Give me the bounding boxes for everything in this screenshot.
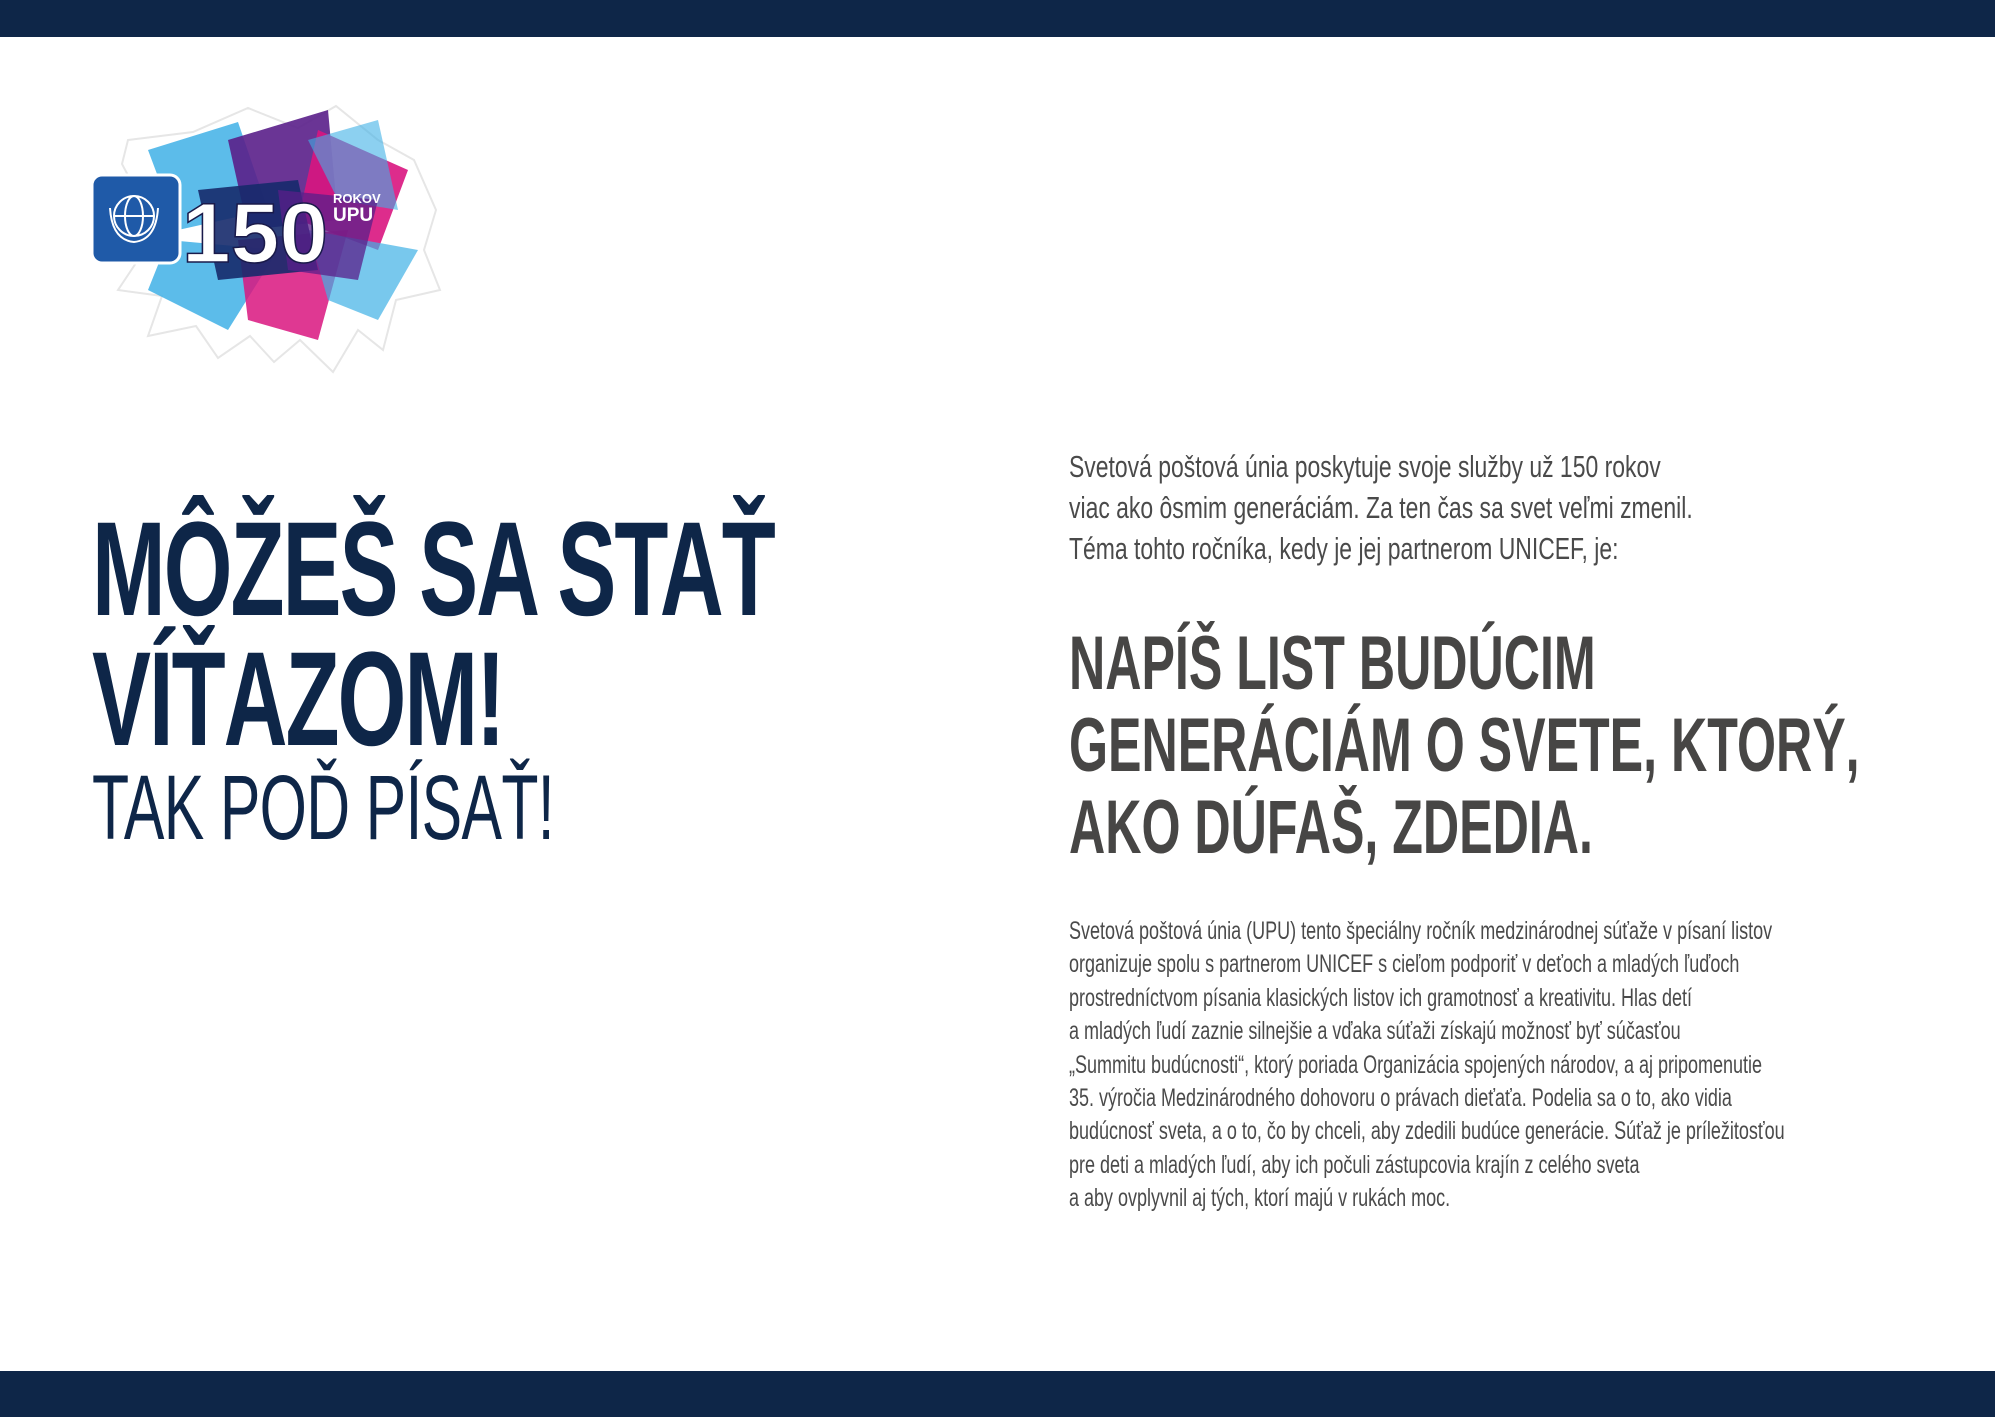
logo-number: 150 xyxy=(182,186,328,280)
top-band xyxy=(0,0,1995,37)
body-paragraph xyxy=(1069,915,1969,1216)
headline-line-2: VÍŤAZOM! xyxy=(92,625,504,774)
theme-quote xyxy=(1069,623,1969,869)
intro-line: viac ako ôsmim generáciám. Za ten čas sa svet veľmi zmenil. xyxy=(1069,490,1693,525)
quote-line: AKO DÚFAŠ, ZDEDIA. xyxy=(1069,785,1593,870)
body-line: budúcnosť sveta, a o to, čo by chceli, aby zdedili budúce generácie. Súťaž je príležitosťou xyxy=(1069,1117,1785,1146)
logo-caption-top: ROKOV xyxy=(333,191,381,206)
logo-caption-bottom: UPU xyxy=(333,205,374,226)
body-line: pre deti a mladých ľudí, aby ich počuli zástupcovia krajín z celého sveta xyxy=(1069,1150,1640,1179)
upu-emblem-square xyxy=(92,175,180,263)
body-line: „Summitu budúcnosti“, ktorý poriada Organizácia spojených národov, a aj pripomenutie xyxy=(1069,1050,1763,1079)
intro-line: Téma tohto ročníka, kedy je jej partnerom UNICEF, je: xyxy=(1069,531,1619,566)
body-line: Svetová poštová únia (UPU) tento špeciálny ročník medzinárodnej súťaže v písaní listov xyxy=(1069,917,1773,945)
intro-paragraph xyxy=(1069,446,1929,569)
intro-line: Svetová poštová únia poskytuje svoje služby už 150 rokov xyxy=(1069,449,1661,484)
upu-150-logo xyxy=(78,100,448,380)
body-line: 35. výročia Medzinárodného dohovoru o právach dieťaťa. Podelia sa o to, ako vidia xyxy=(1069,1084,1732,1113)
body-line: a aby ovplyvnil aj tých, ktorí majú v rukách moc. xyxy=(1069,1184,1451,1213)
body-line: a mladých ľudí zaznie silnejšie a vďaka súťaži získajú možnosť byť súčasťou xyxy=(1069,1017,1681,1046)
headline xyxy=(92,495,892,859)
quote-line: GENERÁCIÁM O SVETE, KTORÝ, xyxy=(1069,703,1860,788)
headline-subline: TAK POĎ PÍSAŤ! xyxy=(92,757,554,859)
bottom-band xyxy=(0,1371,1995,1417)
headline-line-1: MÔŽEŠ SA STAŤ xyxy=(92,495,774,644)
body-line: organizuje spolu s partnerom UNICEF s cieľom podporiť v deťoch a mladých ľuďoch xyxy=(1069,950,1740,979)
body-line: prostredníctvom písania klasických listov ich gramotnosť a kreativitu. Hlas detí xyxy=(1069,983,1693,1012)
quote-line: NAPÍŠ LIST BUDÚCIM xyxy=(1069,621,1596,706)
logo-graphic xyxy=(78,100,448,380)
